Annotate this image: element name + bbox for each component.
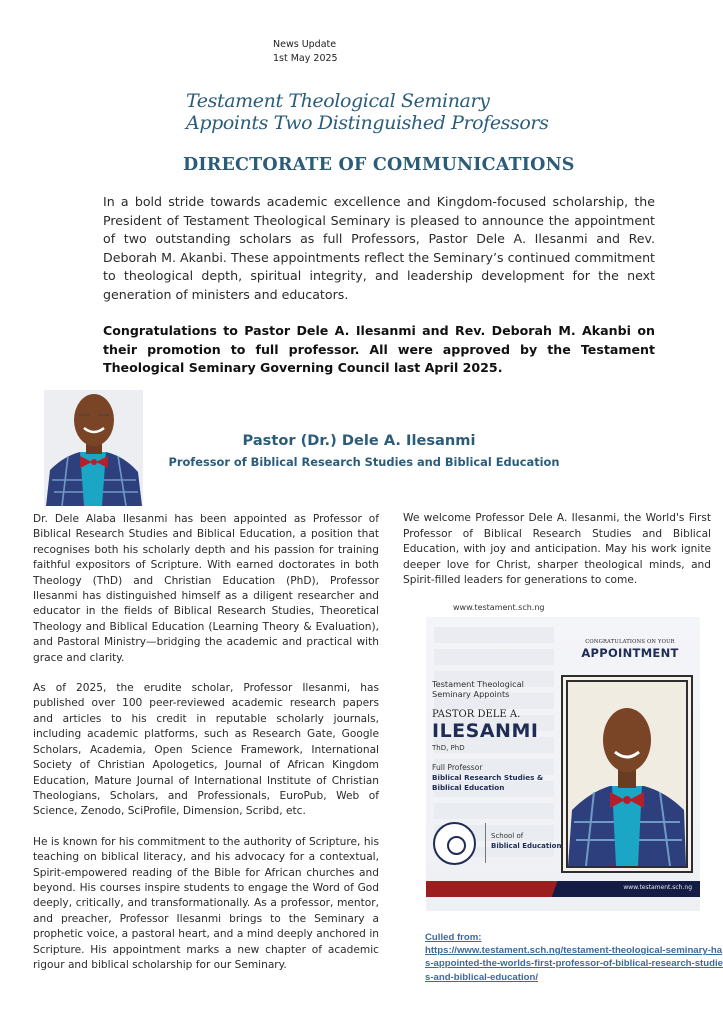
welcome-paragraph: We welcome Professor Dele A. Ilesanmi, the World's First Professor of Biblical Research Studies and Biblical Education, with joy and anticipation. May his work ignite deeper love for Christ, sharper theological minds, and Spirit-filled leaders for generations to come.	[403, 512, 711, 586]
biography-paragraph: Dr. Dele Alaba Ilesanmi has been appointed as Professor of Biblical Research Studies and Biblical Education, a position that recognises both his scholarly depth and his passion for training faithful expositors of Scripture. With earned doctorates in both Theology (ThD) and Christian Education (PhD), Professor Ilesanmi has distinguished himself as a diligent researcher and educator in the fields of Biblical Research Studies, Theoretical Theology and Biblical Education (Learning Theory & Evaluation), and Pastoral Ministry—bridging the academic and practical with grace and clarity.	[33, 513, 379, 664]
department-heading: DIRECTORATE OF COMMUNICATIONS	[183, 155, 575, 175]
flyer-footer-bar	[426, 881, 700, 897]
page-headline	[186, 90, 606, 134]
professor-portrait	[44, 390, 143, 506]
headline-line-2: Appoints Two Distinguished Professors	[186, 112, 549, 134]
flyer-seminary-line: Testament Theological Seminary Appoints	[432, 679, 524, 699]
flyer-degrees: ThD, PhD	[432, 744, 465, 752]
flyer-portrait-image	[568, 682, 686, 866]
flyer-school-name: Biblical Education	[491, 842, 562, 850]
intro-paragraph: In a bold stride towards academic excellence and Kingdom-focused scholarship, the President of Testament Theological Seminary is pleased to announce the appointment of two outstanding scholars as full Professors, Pastor Dele A. Ilesanmi and Rev. Deborah M. Akanbi. These appointments reflect the Seminary’s continued commitment to theological depth, spiritual integrity, and leadership development for the next generation of ministers and educators.	[103, 194, 655, 302]
news-meta	[273, 38, 338, 66]
professor-title: Professor of Biblical Research Studies and Biblical Education	[168, 455, 560, 469]
flyer-pastor-line: PASTOR DELE A.	[432, 709, 521, 720]
headline-line-1: Testament Theological Seminary	[186, 90, 490, 112]
profile-biography	[33, 512, 379, 988]
flyer-congrats-label: CONGRATULATIONS ON YOUR	[585, 639, 675, 645]
congratulations-paragraph: Congratulations to Pastor Dele A. Ilesanmi and Rev. Deborah M. Akanbi on their promotion to full professor. All were approved by the Testament Theological Seminary Governing Council last April 2025.	[103, 323, 655, 376]
flyer-footer-url: www.testament.sch.ng	[623, 884, 692, 891]
news-label: News Update	[273, 39, 337, 50]
portrait-image	[44, 390, 143, 506]
news-date: 1st May 2025	[273, 53, 338, 64]
flyer-divider	[485, 823, 486, 863]
source-link[interactable]: https://www.testament.sch.ng/testament-theological-seminary-has-appointed-the-worlds-first-professor-of-biblical-research-studies-and-biblical-education/	[425, 945, 723, 983]
source-label: Culled from:	[425, 932, 482, 943]
flyer-school	[491, 831, 561, 851]
flyer-rank: Full Professor	[432, 763, 483, 772]
appointment-flyer	[426, 617, 700, 911]
professor-name: Pastor (Dr.) Dele A. Ilesanmi	[242, 432, 476, 449]
flyer-field: Biblical Research Studies & Biblical Education	[432, 773, 544, 792]
flyer-school-label: School of	[491, 832, 524, 840]
biography-paragraph: As of 2025, the erudite scholar, Professor Ilesanmi, has published over 100 peer-reviewed academic research papers and articles to his credit in reputable scholarly journals, including academic platforms, such as Research Gate, Google Scholars, Academia, Open Science Framework, International Society of Christian Apologetics, Journal of African Kingdom Education, Mature Journal of International Institute of Christian Theologians, Scholars, and Professionals, EuroPub, Web of Science, Zenodo, SciProfile, Dimension, Scribd, etc.	[33, 682, 379, 818]
source-citation[interactable]	[425, 931, 723, 984]
biography-paragraph: He is known for his commitment to the authority of Scripture, his teaching on biblical literacy, and his advocacy for a contextual, Spirit-empowered reading of the Bible for African churches and beyond. His courses inspire students to engage the Word of God deeply, critically, and transformationally. As a professor, mentor, and preacher, Professor Ilesanmi brings to the Seminary a prophetic voice, a pastoral heart, and a mind deeply anchored in Scripture. His appointment marks a new chapter of academic rigour and biblical scholarship for our Seminary.	[33, 835, 379, 971]
flyer-appointment-heading: APPOINTMENT	[581, 646, 679, 660]
seminary-seal-icon	[433, 822, 476, 865]
website-caption: www.testament.sch.ng	[453, 603, 545, 612]
flyer-photo-frame	[561, 675, 693, 873]
flyer-surname: ILESANMI	[432, 720, 539, 742]
